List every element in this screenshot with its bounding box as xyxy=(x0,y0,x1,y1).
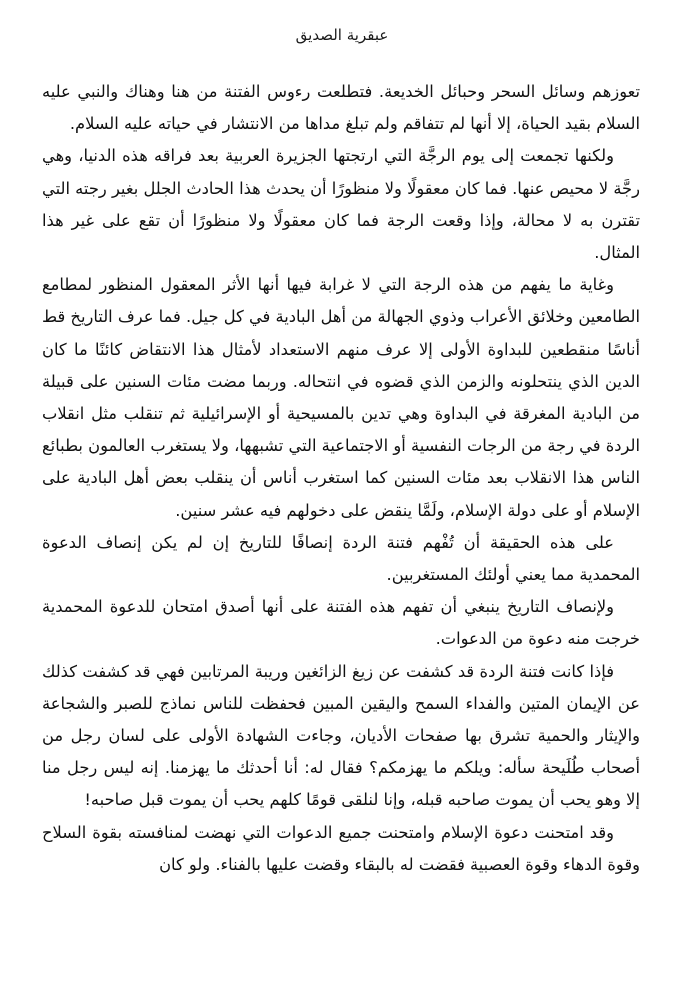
paragraph-2: ولكنها تجمعت إلى يوم الرجَّة التي ارتجتها الجزيرة العربية بعد فراقه هذه الدنيا، وهي رجَّة لا محيص عنها. فما كان معقولًا ولا منظورًا أن يحدث هذا الحادث الجلل بغير رجته التي تقترن به لا محالة، وإذا وقعت الرجة فما كان معقولًا ولا منظورًا أن تقع على غير هذا المثال. xyxy=(42,146,640,263)
paragraph-7: وقد امتحنت دعوة الإسلام وامتحنت جميع الدعوات التي نهضت لمنافسته بقوة السلاح وقوة الدهاء وقوة العصبية فقضت له بالبقاء وقضت عليها بالفناء. ولو كان xyxy=(42,822,640,874)
body-text xyxy=(42,76,640,881)
paragraph-1: تعوزهم وسائل السحر وحبائل الخديعة. فتطلعت رءوس الفتنة من هنا وهناك والنبي عليه السلام بقيد الحياة، إلا أنها لم تتفاقم ولم تبلغ مداها من الانتشار في حياته عليه السلام. xyxy=(42,82,640,134)
paragraph-3: وغاية ما يفهم من هذه الرجة التي لا غرابة فيها أنها الأثر المعقول المنظور لمطامع الطامعين وخلائق الأعراب وذوي الجهالة من أهل البادية في كل جيل. فما عرف التاريخ قط أناسًا منقطعين للبداوة الأولى إلا عرف منهم الاستعداد لأمثال هذا الانتقاض كائنًا ما كان الدين الذي ينتحلونه والزمن الذي قضوه في انتحاله. وربما مضت مئات السنين على قبيلة من البادية المغرقة في البداوة وهي تدين بالمسيحية أو الإسرائيلية ثم تنقلب مثل انقلاب الردة في رجة من الرجات النفسية أو الاجتماعية التي تشبهها، ولا يستغرب العالمون بطبائع الناس هذا الانقلاب بعد مئات السنين كما استغرب أناس أن ينقلب بعض أهل البادية على الإسلام أو على دولة الإسلام، ولَمَّا ينقض على دخولهم فيه عشر سنين. xyxy=(42,275,640,520)
paragraph-4: على هذه الحقيقة أن تُفْهم فتنة الردة إنصافًا للتاريخ إن لم يكن إنصاف الدعوة المحمدية مما يعني أولئك المستغربين. xyxy=(42,532,640,585)
paragraph-6: فإذا كانت فتنة الردة قد كشفت عن زيغ الزائغين وريبة المرتابين فهي قد كشفت كذلك عن الإيمان المتين والفداء السمح واليقين المبين فحفظت للناس نماذج للصبر والشجاعة والإيثار والحمية تشرق بها صفحات الأديان، وجاءت الشهادة الأولى على لسان رجل من أصحاب طُلَيحة سأله: ويلكم ما يهزمكم؟ فقال له: أنا أحدثك ما يهزمنا. إنه ليس رجل منا إلا وهو يحب أن يموت صاحبه قبله، وإنا لنلقى قومًا كلهم يحب أن يموت قبل صاحبه! xyxy=(42,661,640,810)
running-header: عبقرية الصديق xyxy=(295,26,389,44)
paragraph-5: ولإنصاف التاريخ ينبغي أن تفهم هذه الفتنة على أنها أصدق امتحان للدعوة المحمدية خرجت منه دعوة من الدعوات. xyxy=(42,597,640,649)
